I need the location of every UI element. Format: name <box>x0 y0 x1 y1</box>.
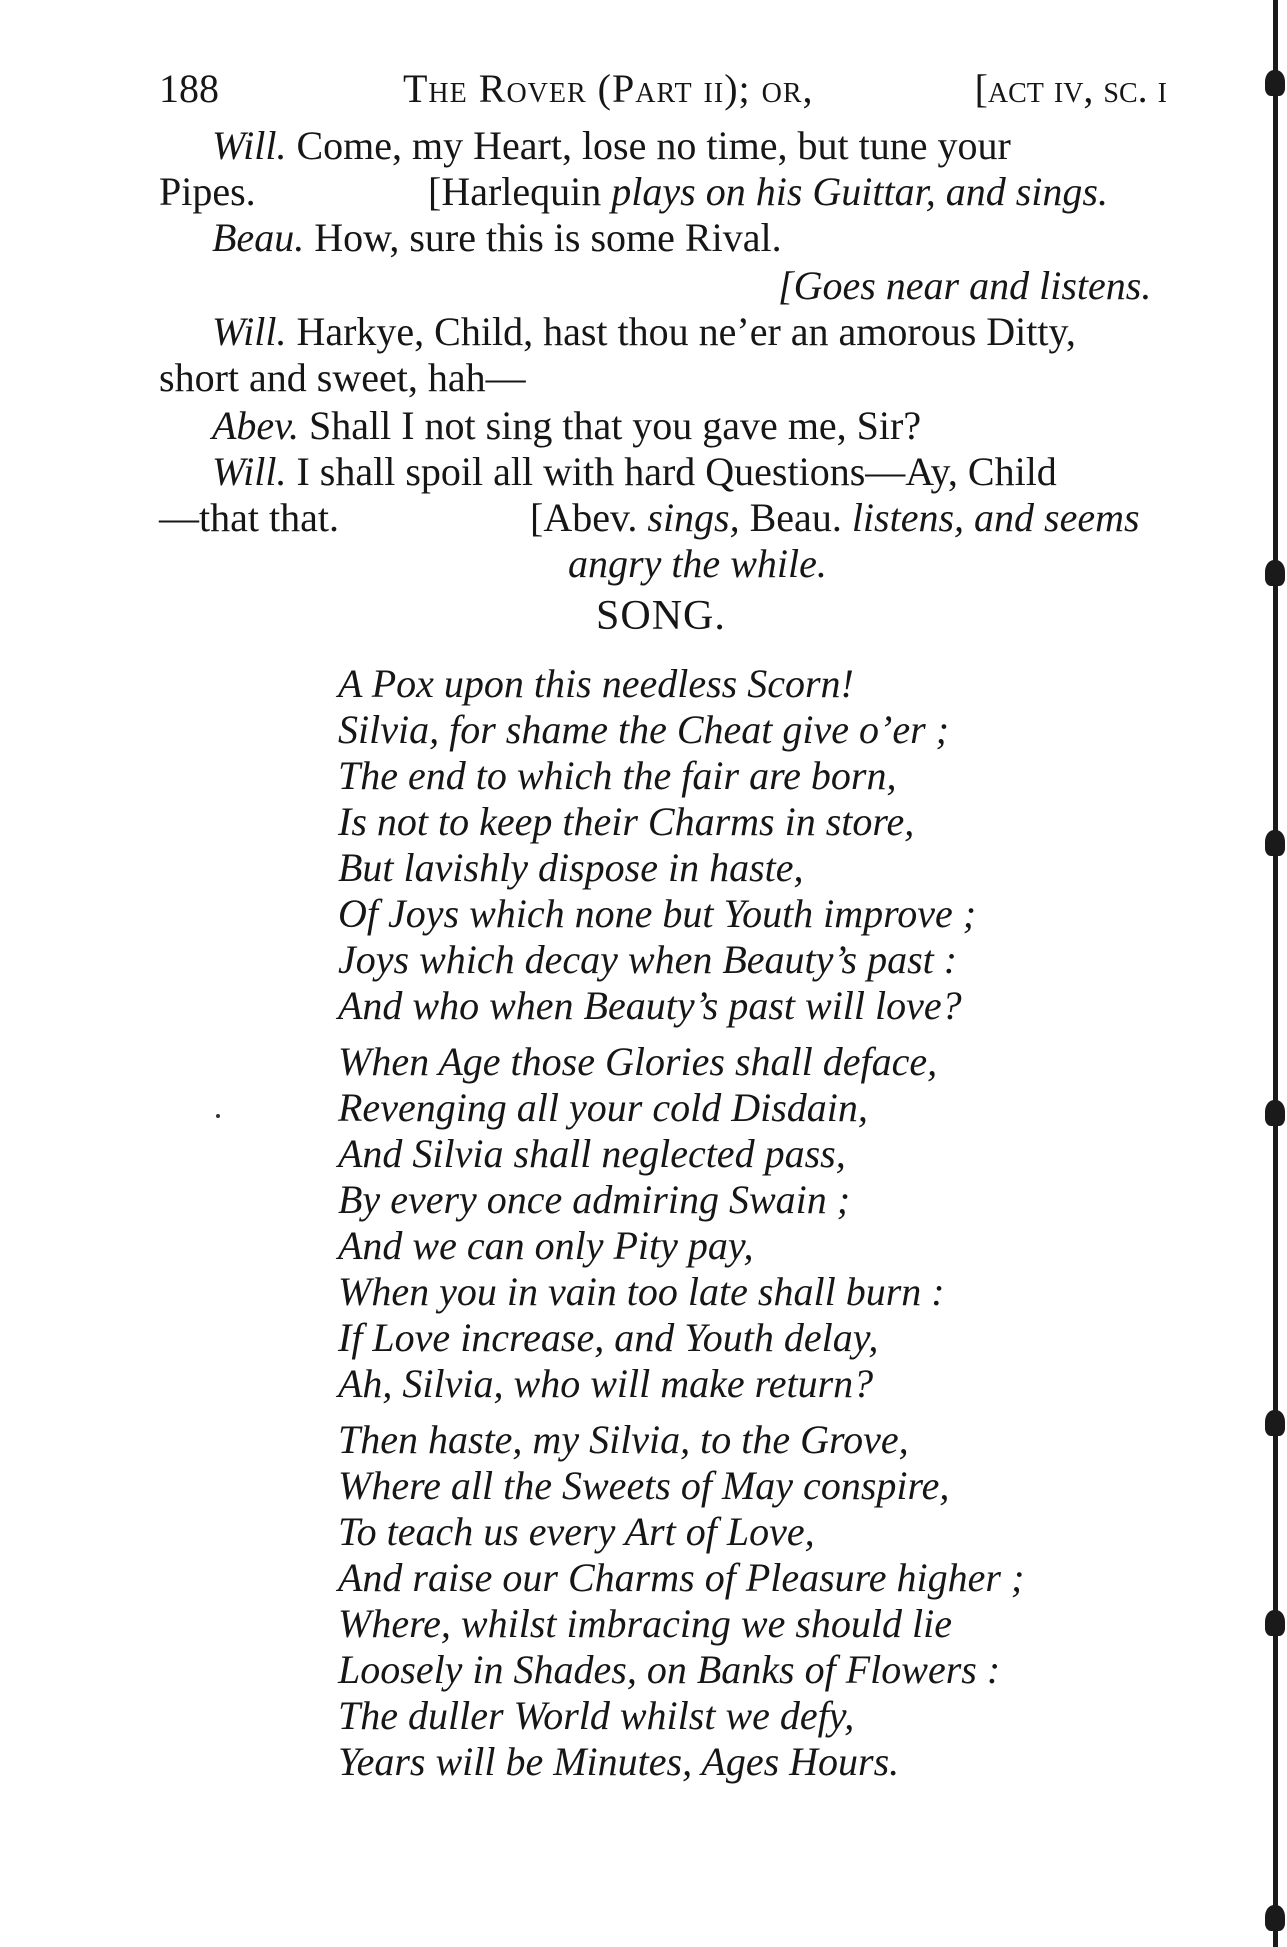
binding-mark <box>1265 1410 1285 1436</box>
dialogue-line <box>212 308 1076 356</box>
verse-line: Ah, Silvia, who will make return? <box>338 1361 874 1406</box>
binding-mark <box>1265 1905 1285 1931</box>
stage-direction-name: [Harlequin <box>428 169 602 214</box>
stage-direction-text: listens, and seems <box>851 495 1140 540</box>
verse-line: By every once admiring Swain ; <box>338 1177 851 1222</box>
verse-line: Where, whilst imbracing we should lie <box>338 1601 953 1646</box>
speaker-name: Will. <box>212 309 287 354</box>
verse-line: And we can only Pity pay, <box>338 1223 754 1268</box>
binding-mark <box>1265 560 1285 586</box>
dialogue-line <box>159 494 1169 542</box>
verse-line: The duller World whilst we defy, <box>338 1693 855 1738</box>
verse-line: Of Joys which none but Youth improve ; <box>338 891 977 936</box>
verse-line: If Love increase, and Youth delay, <box>338 1315 879 1360</box>
verse-line: When you in vain too late shall burn : <box>338 1269 945 1314</box>
stage-direction: [Goes near and listens. <box>778 263 1152 308</box>
print-speck <box>216 1114 220 1118</box>
dialogue-line: short and sweet, hah— <box>159 355 526 400</box>
dialogue-line <box>212 122 1162 170</box>
binding-mark <box>1265 1610 1285 1636</box>
running-header <box>159 65 1167 115</box>
verse-line: And who when Beauty’s past will love? <box>338 983 962 1028</box>
verse-line: To teach us every Art of Love, <box>338 1509 815 1554</box>
verse-line: But lavishly dispose in haste, <box>338 845 804 890</box>
running-title: The Rover (Part ii); or, <box>403 66 814 111</box>
speaker-name: Abev. <box>212 403 299 448</box>
verse-line: The end to which the fair are born, <box>338 753 897 798</box>
speech-text: Pipes. <box>159 169 256 214</box>
verse-line: When Age those Glories shall deface, <box>338 1039 938 1084</box>
binding-line <box>1273 0 1278 1947</box>
verse-line: Loosely in Shades, on Banks of Flowers : <box>338 1647 1001 1692</box>
verse-line: Is not to keep their Charms in store, <box>338 799 915 844</box>
binding-mark <box>1265 70 1285 96</box>
verse-line: A Pox upon this needless Scorn! <box>338 661 854 706</box>
verse-line: Years will be Minutes, Ages Hours. <box>338 1739 900 1784</box>
speaker-name: Will. <box>212 449 287 494</box>
stage-direction-name: [Abev. <box>530 495 638 540</box>
stage-direction-name: Beau. <box>749 495 842 540</box>
verse-line: Revenging all your cold Disdain, <box>338 1085 868 1130</box>
verse-line: And Silvia shall neglected pass, <box>338 1131 846 1176</box>
verse-line: Where all the Sweets of May conspire, <box>338 1463 950 1508</box>
speech-text: —that that. <box>159 495 339 540</box>
speech-text: Shall I not sing that you gave me, Sir? <box>308 403 922 448</box>
page-binding-edge <box>1263 0 1287 1947</box>
stage-direction-text: sings, <box>647 495 740 540</box>
stage-direction <box>530 494 1140 542</box>
page-number: 188 <box>159 66 219 111</box>
verse-line: Joys which decay when Beauty’s past : <box>338 937 958 982</box>
verse-line: And raise our Charms of Pleasure higher ; <box>338 1555 1025 1600</box>
binding-mark <box>1265 1100 1285 1126</box>
verse-line: Then haste, my Silvia, to the Grove, <box>338 1417 909 1462</box>
verse-line: Silvia, for shame the Cheat give o’er ; <box>338 707 949 752</box>
dialogue-line <box>212 214 782 262</box>
speech-text: Come, my Heart, lose no time, but tune your <box>296 123 1011 168</box>
stage-direction: angry the while. <box>568 541 827 586</box>
dialogue-line <box>159 168 1169 216</box>
song-title: SONG. <box>596 593 726 639</box>
dialogue-line <box>212 448 1057 496</box>
stage-direction <box>428 168 1108 216</box>
speech-text: How, sure this is some Rival. <box>314 215 782 260</box>
speech-text: I shall spoil all with hard Questions—Ay, Child <box>296 449 1057 494</box>
dialogue-line <box>212 402 921 450</box>
speaker-name: Beau. <box>212 215 305 260</box>
act-scene-label: [act iv, sc. i <box>974 66 1167 111</box>
binding-mark <box>1265 830 1285 856</box>
stage-direction-text: plays on his Guittar, and sings. <box>611 169 1108 214</box>
speaker-name: Will. <box>212 123 287 168</box>
speech-text: Harkye, Child, hast thou ne’er an amorous Ditty, <box>296 309 1076 354</box>
